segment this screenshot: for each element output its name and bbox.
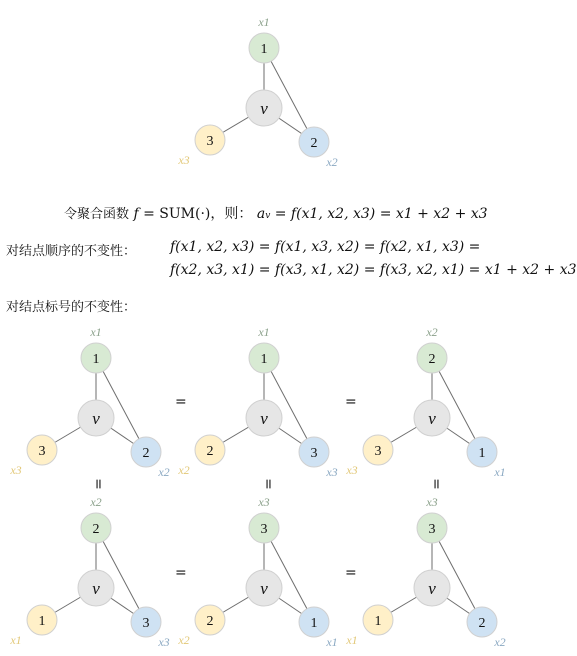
node-center-label: v	[428, 579, 436, 598]
node-center-label: v	[428, 409, 436, 428]
node-center-label: v	[260, 579, 268, 598]
feature-right: x1	[326, 635, 338, 649]
feature-top: x1	[258, 15, 270, 29]
node-left-label: 1	[374, 614, 382, 629]
equals-2: =	[345, 394, 357, 410]
node-top-label: 3	[260, 522, 268, 537]
grid-graph-2	[168, 322, 338, 486]
vequals-1: =	[89, 478, 106, 490]
feature-left: x3	[346, 463, 358, 477]
node-right-label: 2	[142, 446, 150, 461]
node-center-label: v	[260, 99, 268, 118]
node-left-label: 3	[206, 134, 214, 149]
graph	[168, 492, 338, 652]
vequals-3: =	[427, 478, 444, 490]
formula-prefix: 令聚合函数	[64, 207, 130, 222]
feature-left: x1	[10, 633, 22, 647]
node-right-label: 2	[478, 616, 486, 631]
feature-right: x2	[494, 635, 506, 649]
grid-graph-1	[0, 322, 170, 486]
feature-left: x3	[10, 463, 22, 477]
graph	[336, 492, 506, 652]
node-left-label: 2	[206, 444, 214, 459]
equals-3: =	[175, 565, 187, 581]
formula-f: f	[133, 206, 139, 222]
node-left-label: 2	[206, 614, 214, 629]
graph	[336, 322, 506, 482]
formula-sum: = SUM(·)，则：	[143, 206, 253, 222]
grid-graph-6	[336, 492, 506, 656]
graph	[168, 322, 338, 482]
feature-top: x3	[426, 495, 438, 509]
feature-left: x1	[346, 633, 358, 647]
feature-top: x1	[90, 325, 102, 339]
feature-right: x1	[494, 465, 506, 479]
feature-right: x3	[326, 465, 338, 479]
node-top-label: 1	[260, 42, 268, 57]
node-center-label: v	[92, 409, 100, 428]
label-invariance-title: 对结点标号的不变性：	[6, 300, 137, 315]
node-left-label: 3	[374, 444, 382, 459]
node-right-label: 2	[310, 136, 318, 151]
equals-4: =	[345, 565, 357, 581]
feature-top: x1	[258, 325, 270, 339]
equals-1: =	[175, 394, 187, 410]
feature-top: x2	[426, 325, 438, 339]
feature-left: x2	[178, 633, 190, 647]
top-graph	[168, 12, 338, 176]
node-top-label: 2	[428, 352, 436, 367]
node-top-label: 1	[260, 352, 268, 367]
feature-top: x3	[258, 495, 270, 509]
node-top-label: 3	[428, 522, 436, 537]
grid-graph-3	[336, 322, 506, 486]
node-right-label: 3	[142, 616, 150, 631]
vequals-2: =	[259, 478, 276, 490]
graph	[168, 12, 338, 172]
formula-a: a	[256, 206, 266, 222]
node-right-label: 1	[478, 446, 486, 461]
node-left-label: 3	[38, 444, 46, 459]
feature-left: x2	[178, 463, 190, 477]
formula-a-sub: v	[265, 211, 271, 221]
formula-rhs: = f(x1, x2, x3) = x1 + x2 + x3	[274, 206, 488, 222]
node-right-label: 1	[310, 616, 318, 631]
feature-right: x2	[158, 465, 170, 479]
grid-graph-4	[0, 492, 170, 656]
node-center-label: v	[260, 409, 268, 428]
graph	[0, 492, 170, 652]
order-invariance-title: 对结点顺序的不变性：	[6, 244, 137, 259]
feature-right: x3	[158, 635, 170, 649]
graph	[0, 322, 170, 482]
feature-left: x3	[178, 153, 190, 167]
feature-top: x2	[90, 495, 102, 509]
node-right-label: 3	[310, 446, 318, 461]
node-center-label: v	[92, 579, 100, 598]
feature-right: x2	[326, 155, 338, 169]
order-line-2: f(x2, x3, x1) = f(x3, x1, x2) = f(x3, x2, x1) = x1 + x2 + x3	[170, 262, 577, 278]
grid-graph-5	[168, 492, 338, 656]
node-left-label: 1	[38, 614, 46, 629]
order-line-1: f(x1, x2, x3) = f(x1, x3, x2) = f(x2, x1, x3) =	[170, 239, 481, 255]
aggregation-formula	[64, 203, 488, 223]
node-top-label: 1	[92, 352, 100, 367]
node-top-label: 2	[92, 522, 100, 537]
